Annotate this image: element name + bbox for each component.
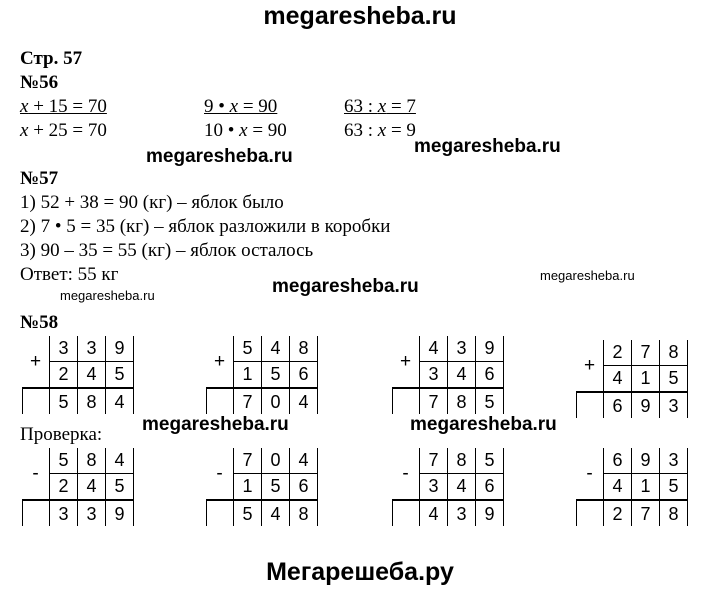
grid-line	[233, 473, 318, 474]
result-rule	[576, 391, 688, 393]
grid-line	[261, 448, 262, 526]
grid-line	[603, 365, 688, 366]
result-digit: 7	[640, 504, 651, 524]
first-operand-digit: 8	[86, 450, 97, 470]
site-footer[interactable]: Мегарешеба.ру	[266, 558, 454, 586]
second-operand-digit: 6	[484, 364, 495, 384]
watermark: megaresheba.ru	[410, 414, 557, 435]
grid-line	[49, 336, 50, 414]
second-operand-digit: 5	[114, 476, 125, 496]
second-operand-digit: 2	[58, 364, 69, 384]
exercise-58-label: №58	[20, 312, 59, 333]
grid-line	[603, 448, 604, 526]
first-operand-digit: 4	[270, 338, 281, 358]
first-operand-digit: 4	[114, 450, 125, 470]
second-operand-digit: 1	[640, 476, 651, 496]
grid-line	[233, 448, 234, 526]
grid-line	[503, 336, 504, 414]
grid-line	[317, 448, 318, 526]
eq-56-1-bottom: x + 25 = 70	[20, 120, 107, 141]
subtraction-calc-2	[206, 448, 319, 526]
second-operand-digit: 4	[86, 476, 97, 496]
solution-line-3: 3) 90 – 35 = 55 (кг) – яблок осталось	[20, 240, 314, 261]
first-operand-digit: 8	[456, 450, 467, 470]
result-rule	[22, 499, 134, 501]
grid-line	[289, 336, 290, 414]
second-operand-digit: 2	[58, 476, 69, 496]
result-digit: 8	[298, 504, 309, 524]
second-operand-digit: 5	[668, 368, 679, 388]
first-operand-digit: 3	[456, 338, 467, 358]
first-operand-digit: 9	[484, 338, 495, 358]
first-operand-digit: 3	[668, 450, 679, 470]
result-digit: 0	[270, 392, 281, 412]
second-operand-digit: 4	[612, 476, 623, 496]
result-digit: 6	[612, 396, 623, 416]
grid-line	[49, 448, 50, 526]
grid-line	[419, 336, 420, 414]
result-digit: 9	[114, 504, 125, 524]
grid-line	[49, 361, 134, 362]
grid-line	[419, 473, 504, 474]
grid-line	[419, 361, 504, 362]
first-operand-digit: 8	[668, 342, 679, 362]
result-digit: 5	[58, 392, 69, 412]
result-digit: 3	[58, 504, 69, 524]
first-operand-digit: 7	[640, 342, 651, 362]
result-digit: 2	[612, 504, 623, 524]
eq-56-3-bottom: 63 : x = 9	[344, 120, 416, 141]
minus-sign: -	[586, 463, 593, 484]
grid-line	[687, 340, 688, 418]
result-rule	[22, 387, 134, 389]
result-digit: 8	[668, 504, 679, 524]
first-operand-digit: 4	[428, 338, 439, 358]
grid-line	[603, 473, 688, 474]
first-operand-digit: 5	[58, 450, 69, 470]
addition-calc-3	[392, 336, 505, 414]
grid-line	[233, 361, 318, 362]
second-operand-digit: 4	[86, 364, 97, 384]
grid-line	[659, 448, 660, 526]
grid-line	[233, 336, 234, 414]
subtraction-calc-1	[22, 448, 135, 526]
addition-calc-1	[22, 336, 135, 414]
grid-line	[659, 340, 660, 418]
grid-line	[576, 392, 577, 418]
result-digit: 4	[298, 392, 309, 412]
grid-line	[22, 388, 23, 414]
grid-line	[49, 473, 134, 474]
first-operand-digit: 6	[612, 450, 623, 470]
grid-line	[392, 388, 393, 414]
grid-line	[289, 448, 290, 526]
eq-56-3-top: 63 : x = 7	[344, 96, 416, 117]
second-operand-digit: 5	[270, 364, 281, 384]
solution-line-1: 1) 52 + 38 = 90 (кг) – яблок было	[20, 192, 284, 213]
second-operand-digit: 1	[242, 476, 253, 496]
grid-line	[687, 448, 688, 526]
grid-line	[105, 336, 106, 414]
result-rule	[392, 499, 504, 501]
grid-line	[206, 388, 207, 414]
page-label: Стр. 57	[20, 48, 83, 69]
grid-line	[475, 448, 476, 526]
grid-line	[105, 448, 106, 526]
first-operand-digit: 4	[298, 450, 309, 470]
first-operand-digit: 3	[58, 338, 69, 358]
watermark: megaresheba.ru	[540, 268, 635, 283]
watermark: megaresheba.ru	[146, 146, 293, 167]
watermark: megaresheba.ru	[272, 276, 419, 297]
grid-line	[503, 448, 504, 526]
result-digit: 7	[428, 392, 439, 412]
result-digit: 4	[270, 504, 281, 524]
first-operand-digit: 9	[640, 450, 651, 470]
answer-line: Ответ: 55 кг	[20, 264, 119, 285]
result-digit: 7	[242, 392, 253, 412]
result-digit: 5	[242, 504, 253, 524]
plus-sign: +	[583, 355, 596, 376]
minus-sign: -	[402, 463, 409, 484]
second-operand-digit: 6	[298, 364, 309, 384]
minus-sign: -	[216, 463, 223, 484]
solution-line-2: 2) 7 • 5 = 35 (кг) – яблок разложили в коробки	[20, 216, 391, 237]
grid-line	[261, 336, 262, 414]
grid-line	[419, 448, 420, 526]
first-operand-digit: 8	[298, 338, 309, 358]
grid-line	[576, 500, 577, 526]
second-operand-digit: 5	[114, 364, 125, 384]
grid-line	[206, 500, 207, 526]
first-operand-digit: 2	[612, 342, 623, 362]
grid-line	[133, 336, 134, 414]
grid-line	[603, 340, 604, 418]
result-rule	[576, 499, 688, 501]
first-operand-digit: 5	[242, 338, 253, 358]
result-digit: 4	[428, 504, 439, 524]
addition-calc-4	[576, 340, 689, 418]
second-operand-digit: 4	[456, 476, 467, 496]
exercise-56-label: №56	[20, 72, 59, 93]
first-operand-digit: 3	[86, 338, 97, 358]
grid-line	[631, 448, 632, 526]
grid-line	[447, 336, 448, 414]
grid-line	[77, 448, 78, 526]
result-rule	[392, 387, 504, 389]
second-operand-digit: 1	[242, 364, 253, 384]
first-operand-digit: 7	[242, 450, 253, 470]
first-operand-digit: 7	[428, 450, 439, 470]
watermark: megaresheba.ru	[60, 288, 155, 303]
subtraction-calc-4	[576, 448, 689, 526]
second-operand-digit: 6	[484, 476, 495, 496]
second-operand-digit: 5	[668, 476, 679, 496]
eq-56-2-top: 9 • x = 90	[204, 96, 278, 117]
second-operand-digit: 6	[298, 476, 309, 496]
first-operand-digit: 0	[270, 450, 281, 470]
eq-56-1-top: x + 15 = 70	[20, 96, 107, 117]
watermark: megaresheba.ru	[142, 414, 289, 435]
first-operand-digit: 5	[484, 450, 495, 470]
grid-line	[77, 336, 78, 414]
plus-sign: +	[399, 351, 412, 372]
result-digit: 9	[640, 396, 651, 416]
addition-calc-2	[206, 336, 319, 414]
result-rule	[206, 387, 318, 389]
result-rule	[206, 499, 318, 501]
second-operand-digit: 1	[640, 368, 651, 388]
second-operand-digit: 4	[612, 368, 623, 388]
grid-line	[447, 448, 448, 526]
result-digit: 3	[86, 504, 97, 524]
plus-sign: +	[29, 351, 42, 372]
grid-line	[631, 340, 632, 418]
second-operand-digit: 3	[428, 364, 439, 384]
grid-line	[475, 336, 476, 414]
grid-line	[317, 336, 318, 414]
eq-56-2-bottom: 10 • x = 90	[204, 120, 287, 141]
result-digit: 9	[484, 504, 495, 524]
plus-sign: +	[213, 351, 226, 372]
grid-line	[22, 500, 23, 526]
second-operand-digit: 3	[428, 476, 439, 496]
check-label: Проверка:	[20, 424, 103, 445]
exercise-57-label: №57	[20, 168, 59, 189]
subtraction-calc-3	[392, 448, 505, 526]
second-operand-digit: 4	[456, 364, 467, 384]
result-digit: 5	[484, 392, 495, 412]
result-digit: 8	[86, 392, 97, 412]
grid-line	[392, 500, 393, 526]
result-digit: 8	[456, 392, 467, 412]
result-digit: 3	[668, 396, 679, 416]
site-header[interactable]: megaresheba.ru	[263, 2, 457, 30]
second-operand-digit: 5	[270, 476, 281, 496]
grid-line	[133, 448, 134, 526]
result-digit: 4	[114, 392, 125, 412]
result-digit: 3	[456, 504, 467, 524]
minus-sign: -	[32, 463, 39, 484]
first-operand-digit: 9	[114, 338, 125, 358]
watermark: megaresheba.ru	[414, 136, 561, 157]
